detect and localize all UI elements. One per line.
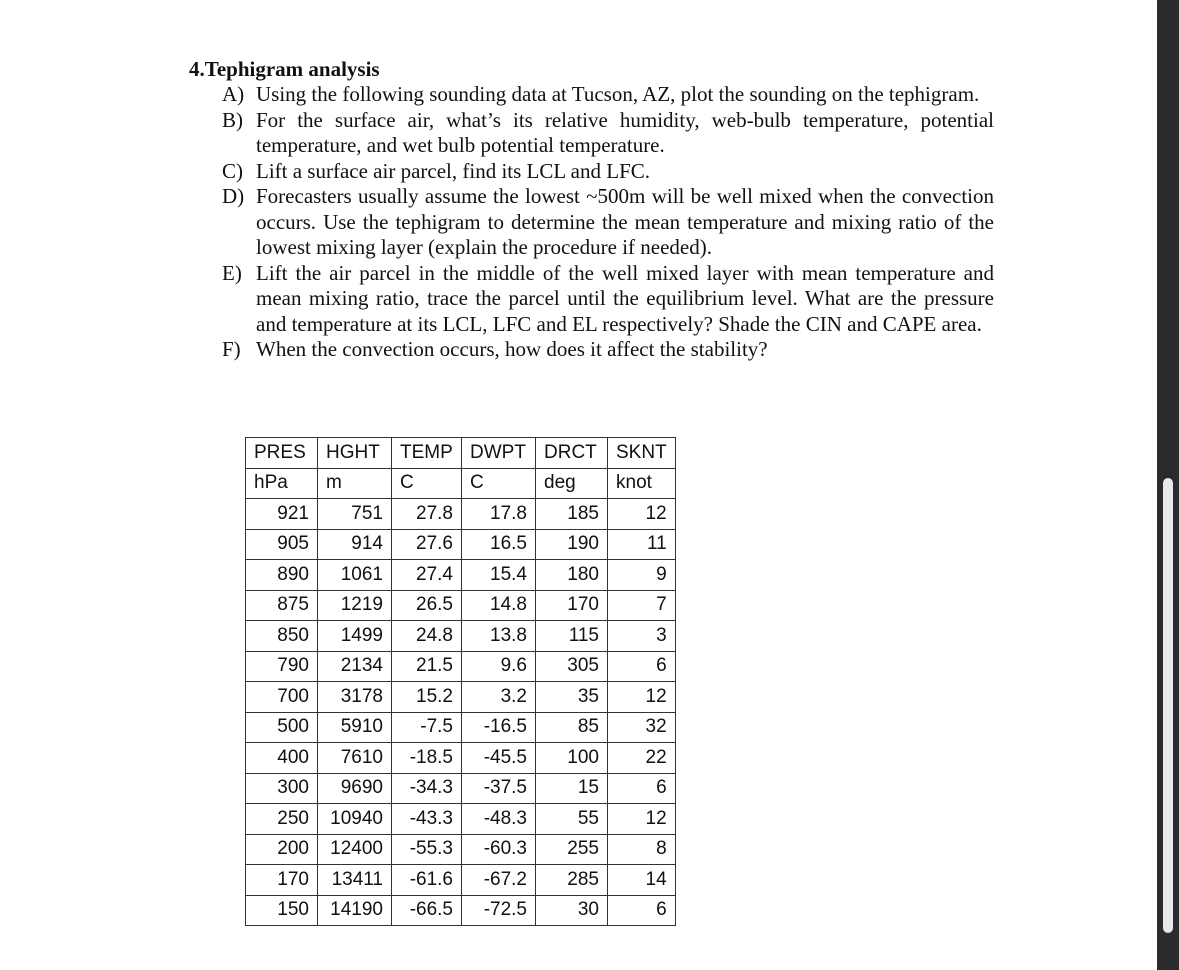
table-cell: 9 [608,560,676,591]
table-cell: 21.5 [392,651,462,682]
table-cell: 255 [536,834,608,865]
table-cell: 26.5 [392,590,462,621]
table-cell: 875 [246,590,318,621]
table-row [246,834,676,865]
table-row [246,712,676,743]
table-cell: 190 [536,529,608,560]
table-row [246,895,676,926]
table-cell: 6 [608,773,676,804]
table-cell: 14190 [318,895,392,926]
table-cell: 15.2 [392,682,462,713]
question-letter: F) [222,337,241,361]
table-cell: 1061 [318,560,392,591]
table-cell: 850 [246,621,318,652]
sounding-table [245,437,676,926]
table-cell: -55.3 [392,834,462,865]
table-cell: 14.8 [462,590,536,621]
table-cell: 27.8 [392,499,462,530]
table-cell: 150 [246,895,318,926]
table-cell: 85 [536,712,608,743]
unit-label: knot [608,468,676,499]
side-panel-edge [1157,0,1179,970]
table-cell: 5910 [318,712,392,743]
table-cell: -16.5 [462,712,536,743]
table-row [246,865,676,896]
section-heading: 4.Tephigram analysis [189,57,380,81]
table-cell: 921 [246,499,318,530]
table-cell: -7.5 [392,712,462,743]
table-cell: 16.5 [462,529,536,560]
table-row [246,590,676,621]
table-cell: 751 [318,499,392,530]
table-cell: 3.2 [462,682,536,713]
table-cell: 285 [536,865,608,896]
table-cell: -66.5 [392,895,462,926]
table-cell: 115 [536,621,608,652]
table-cell: 170 [536,590,608,621]
table-cell: 55 [536,804,608,835]
table-cell: 27.6 [392,529,462,560]
table-cell: 7610 [318,743,392,774]
table-cell: -67.2 [462,865,536,896]
table-cell: 32 [608,712,676,743]
table-cell: 3 [608,621,676,652]
question-letter: E) [222,260,242,285]
table-cell: 300 [246,773,318,804]
table-cell: 9.6 [462,651,536,682]
column-header: HGHT [318,438,392,469]
table-cell: 10940 [318,804,392,835]
table-cell: -37.5 [462,773,536,804]
question-letter: C) [222,158,243,183]
column-header: DWPT [462,438,536,469]
question-item-b [189,108,994,159]
table-cell: 305 [536,651,608,682]
table-cell: 14 [608,865,676,896]
scrollbar-thumb[interactable] [1163,478,1173,933]
table-cell: 6 [608,651,676,682]
question-item-c [189,159,994,185]
question-text: Forecasters usually assume the lowest ~500m will be well mixed when the convection occurs. Use the tephigram to determine the mean temperature and mixing ratio of the lowest mixing layer (explain the procedure if needed). [256,184,994,259]
table-units-row [246,468,676,499]
question-item-e [189,261,994,338]
question-item-f [189,337,994,363]
table-cell: -61.6 [392,865,462,896]
table-cell: -45.5 [462,743,536,774]
question-list [189,82,994,363]
column-header: DRCT [536,438,608,469]
table-row [246,529,676,560]
question-item-a [189,82,994,108]
table-cell: 905 [246,529,318,560]
table-cell: 24.8 [392,621,462,652]
table-cell: 12 [608,682,676,713]
table-cell: -48.3 [462,804,536,835]
table-cell: 200 [246,834,318,865]
table-cell: 15.4 [462,560,536,591]
table-cell: -60.3 [462,834,536,865]
question-letter: B) [222,107,243,132]
table-header-row [246,438,676,469]
question-item-d [189,184,994,261]
table-cell: 890 [246,560,318,591]
table-cell: 400 [246,743,318,774]
table-cell: 12 [608,499,676,530]
unit-label: m [318,468,392,499]
table-cell: 6 [608,895,676,926]
table-cell: 1499 [318,621,392,652]
question-block [189,57,994,363]
table-row [246,773,676,804]
table-row [246,682,676,713]
table-cell: 500 [246,712,318,743]
table-cell: 914 [318,529,392,560]
table-row [246,560,676,591]
table-cell: 180 [536,560,608,591]
table-cell: 9690 [318,773,392,804]
table-cell: 12400 [318,834,392,865]
table-row [246,651,676,682]
table-row [246,621,676,652]
table-cell: 1219 [318,590,392,621]
table-cell: 11 [608,529,676,560]
table-row [246,804,676,835]
table-cell: -43.3 [392,804,462,835]
column-header: SKNT [608,438,676,469]
column-header: TEMP [392,438,462,469]
table-cell: 22 [608,743,676,774]
question-text: Using the following sounding data at Tucson, AZ, plot the sounding on the tephigram. [256,82,980,106]
table-cell: -34.3 [392,773,462,804]
table-cell: 700 [246,682,318,713]
question-text: For the surface air, what’s its relative humidity, web-bulb temperature, potential temperature, and wet bulb potential temperature. [256,107,994,157]
unit-label: deg [536,468,608,499]
sounding-table-container [245,437,676,926]
table-cell: 30 [536,895,608,926]
question-text: Lift the air parcel in the middle of the well mixed layer with mean temperature and mean mixing ratio, trace the parcel until the equilibrium level. What are the pressure and temperature at its LCL, LFC and EL respectively? Shade the CIN and CAPE area. [256,260,994,336]
table-cell: 2134 [318,651,392,682]
table-cell: 13411 [318,865,392,896]
table-cell: 35 [536,682,608,713]
table-cell: 185 [536,499,608,530]
question-letter: A) [222,82,245,106]
table-cell: 250 [246,804,318,835]
question-text: Lift a surface air parcel, find its LCL and LFC. [256,158,651,183]
unit-label: hPa [246,468,318,499]
column-header: PRES [246,438,318,469]
table-cell: 17.8 [462,499,536,530]
table-cell: 790 [246,651,318,682]
table-row [246,743,676,774]
table-cell: 7 [608,590,676,621]
question-text: When the convection occurs, how does it affect the stability? [256,337,768,361]
table-cell: 170 [246,865,318,896]
unit-label: C [462,468,536,499]
table-cell: -18.5 [392,743,462,774]
table-cell: 100 [536,743,608,774]
table-cell: 13.8 [462,621,536,652]
table-cell: 8 [608,834,676,865]
table-cell: 15 [536,773,608,804]
table-row [246,499,676,530]
question-letter: D) [222,184,245,208]
table-cell: 12 [608,804,676,835]
table-cell: 3178 [318,682,392,713]
table-cell: 27.4 [392,560,462,591]
table-cell: -72.5 [462,895,536,926]
unit-label: C [392,468,462,499]
